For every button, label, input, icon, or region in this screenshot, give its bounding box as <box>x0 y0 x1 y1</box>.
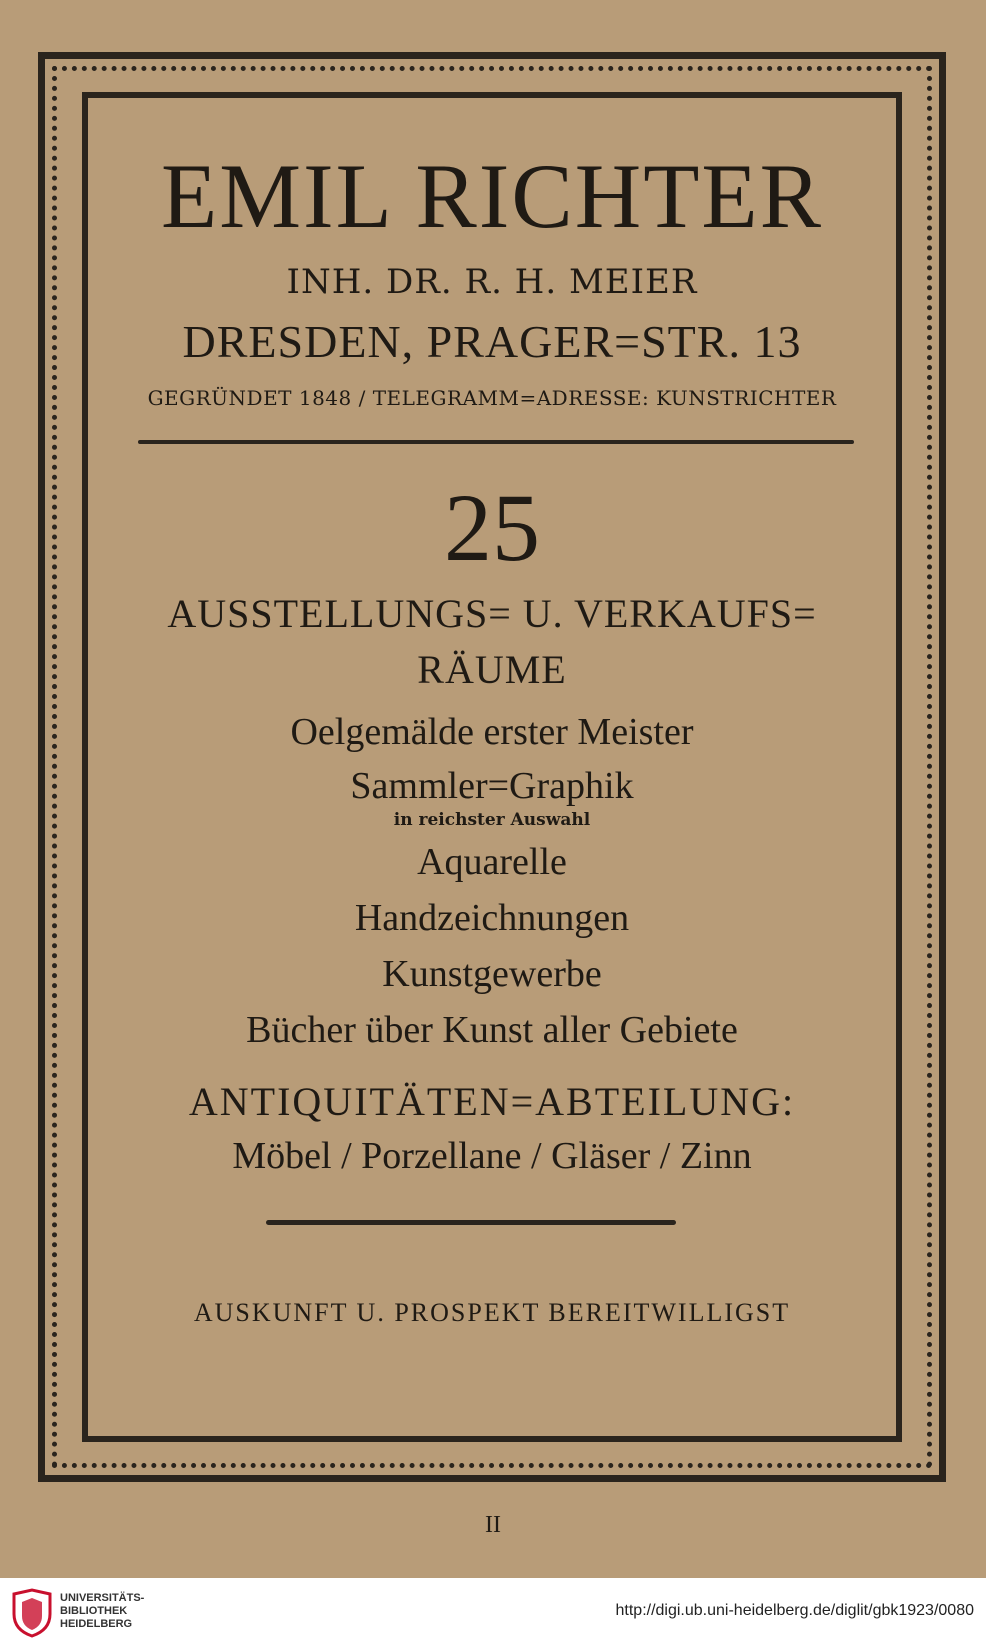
rooms-line-2: RÄUME <box>417 647 567 692</box>
item-graphics-note: in reichster Auswahl <box>393 810 591 830</box>
item-oil-paintings: Oelgemälde erster Meister <box>290 711 694 753</box>
rooms-heading <box>96 586 888 698</box>
library-name-line-2: BIBLIOTHEK <box>60 1605 128 1617</box>
company-title: EMIL RICHTER <box>161 145 823 247</box>
item-crafts: Kunstgewerbe <box>382 953 602 995</box>
library-name-line-3: HEIDELBERG <box>60 1618 133 1630</box>
page-number: II <box>485 1512 501 1538</box>
item-drawings: Handzeichnungen <box>354 897 630 939</box>
founded-telegram-line: GEGRÜNDET 1848 / TELEGRAMM=ADRESSE: KUNSTRICHTER <box>147 386 837 410</box>
footer-line: AUSKUNFT U. PROSPEKT BEREITWILLIGST <box>193 1298 791 1327</box>
room-count: 25 <box>444 474 540 581</box>
owner-line: INH. DR. R. H. MEIER <box>286 262 698 302</box>
rooms-line-1: AUSSTELLUNGS= U. VERKAUFS= <box>167 591 817 636</box>
antiques-items: Möbel / Porzellane / Gläser / Zinn <box>232 1135 752 1177</box>
ad-content <box>96 110 888 1430</box>
source-url-link[interactable]: http://digi.ub.uni-heidelberg.de/diglit/gbk1923/0080 <box>615 1602 974 1619</box>
address-line: DRESDEN, PRAGER=STR. 13 <box>182 316 802 367</box>
item-books: Bücher über Kunst aller Gebiete <box>246 1009 738 1051</box>
university-seal-icon <box>10 1588 54 1638</box>
library-name-line-1: UNIVERSITÄTS- <box>60 1592 145 1604</box>
antiques-heading: ANTIQUITÄTEN=ABTEILUNG: <box>188 1079 796 1124</box>
library-banner <box>0 1578 986 1648</box>
divider-rule-lower <box>266 1220 676 1225</box>
divider-rule <box>138 440 854 444</box>
item-watercolors: Aquarelle <box>417 841 567 883</box>
library-name <box>60 1592 144 1631</box>
item-graphics: Sammler=Graphik <box>350 765 634 807</box>
